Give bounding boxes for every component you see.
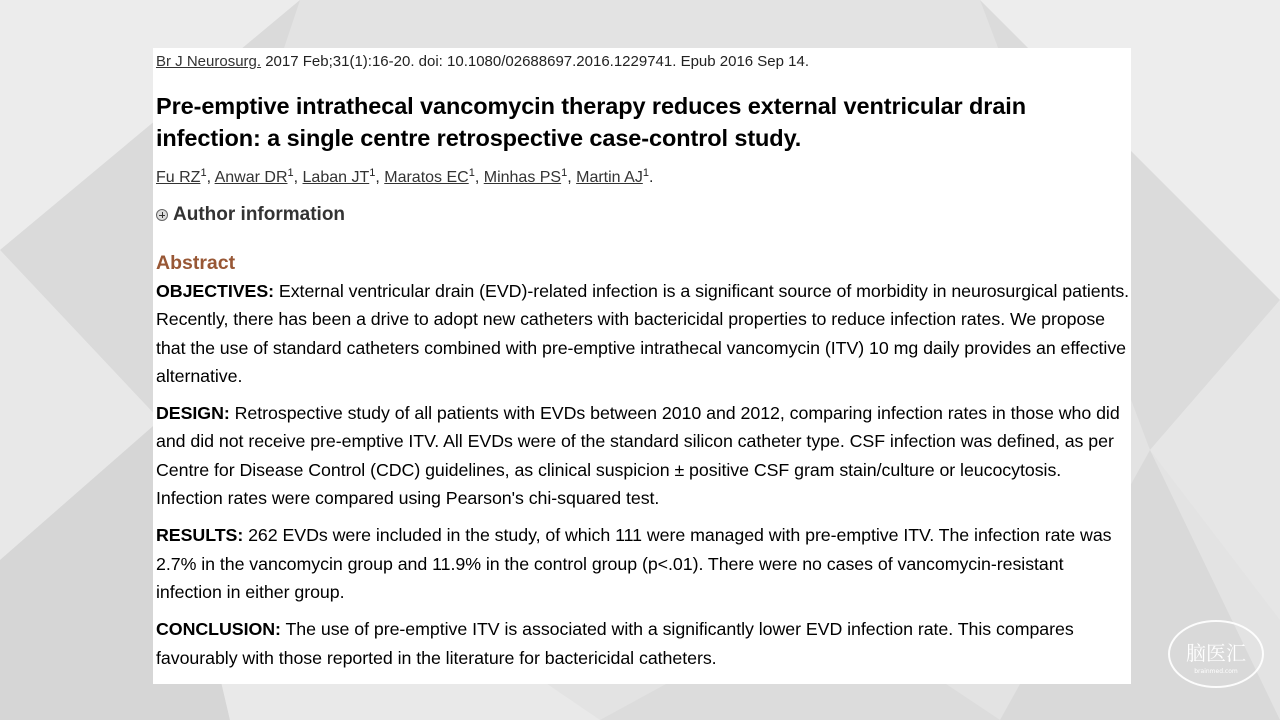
author-link[interactable]: Laban JT	[302, 169, 370, 186]
abstract-heading: Abstract	[156, 252, 236, 274]
journal-link[interactable]: Br J Neurosurg.	[156, 53, 262, 70]
article-title: Pre-emptive intrathecal vancomycin therapy reduces external ventricular drain infection: a single centre retrospective case-control study.	[156, 93, 1026, 151]
author-information-toggle[interactable]	[156, 202, 1131, 228]
affiliation-mark: 1	[369, 167, 376, 179]
article-card	[153, 48, 1131, 684]
abstract-design	[156, 399, 1131, 512]
section-text: External ventricular drain (EVD)-related infection is a significant source of morbidity in neurosurgical patients. Recently, there has been a drive to adopt new catheters with bactericidal properties to reduce infection rates. We propose that the use of standard catheters combined with pre-emptive intrathecal vancomycin (ITV) 10 mg daily provides an effective alternative.	[156, 281, 1130, 386]
section-text: The use of pre-emptive ITV is associated with a significantly lower EVD infection rate. This compares favourably with those reported in the literature for bactericidal catheters.	[156, 619, 1074, 668]
section-label: DESIGN:	[156, 403, 230, 424]
section-text: Retrospective study of all patients with EVDs between 2010 and 2012, comparing infection rates in those who did and did not receive pre-emptive ITV. All EVDs were of the standard silicon catheter type. CSF infection was defined, as per Centre for Disease Control (CDC) guidelines, as clinical suspicion ± positive CSF gram stain/culture or leucocytosis. Infection rates were compared using Pearson's chi-squared test.	[156, 403, 1120, 509]
citation	[156, 52, 1131, 72]
author-link[interactable]: Martin AJ	[576, 169, 643, 186]
author-link[interactable]: Minhas PS	[483, 169, 562, 186]
section-text: 262 EVDs were included in the study, of which 111 were managed with pre-emptive ITV. The infection rate was 2.7% in the vancomycin group and 11.9% in the control group (p<.01). There were no cases of vancomycin-resistant infection in either group.	[156, 525, 1112, 602]
abstract-conclusion	[156, 615, 1131, 672]
author-information-label: Author information	[173, 204, 346, 225]
affiliation-mark: 1	[287, 167, 294, 179]
affiliation-mark: 1	[200, 167, 207, 179]
watermark-subtext: brainmed.com	[1194, 668, 1238, 675]
expand-plus-icon[interactable]	[156, 209, 168, 221]
citation-details: 2017 Feb;31(1):16-20. doi: 10.1080/02688697.2016.1229741. Epub 2016 Sep 14.	[265, 53, 810, 70]
author-link[interactable]: Fu RZ	[156, 169, 201, 186]
section-label: RESULTS:	[156, 525, 244, 546]
abstract-objectives	[156, 277, 1131, 390]
affiliation-mark: 1	[468, 167, 475, 179]
watermark-logo	[1166, 618, 1266, 690]
watermark-text: 脑医汇	[1186, 641, 1246, 665]
author-link[interactable]: Maratos EC	[384, 169, 469, 186]
affiliation-mark: 1	[642, 167, 649, 179]
section-label: CONCLUSION:	[156, 619, 281, 640]
abstract-results	[156, 521, 1131, 606]
author-list: Fu $RZ^1$, Anwar $DR^1$, Laban $JT^1$, Maratos $EC^1$, Minhas $PS^1$, Martin $AJ^1$.	[156, 167, 654, 186]
section-label: OBJECTIVES:	[156, 281, 275, 301]
author-link[interactable]: Anwar DR	[214, 169, 288, 186]
affiliation-mark: 1	[561, 167, 568, 179]
